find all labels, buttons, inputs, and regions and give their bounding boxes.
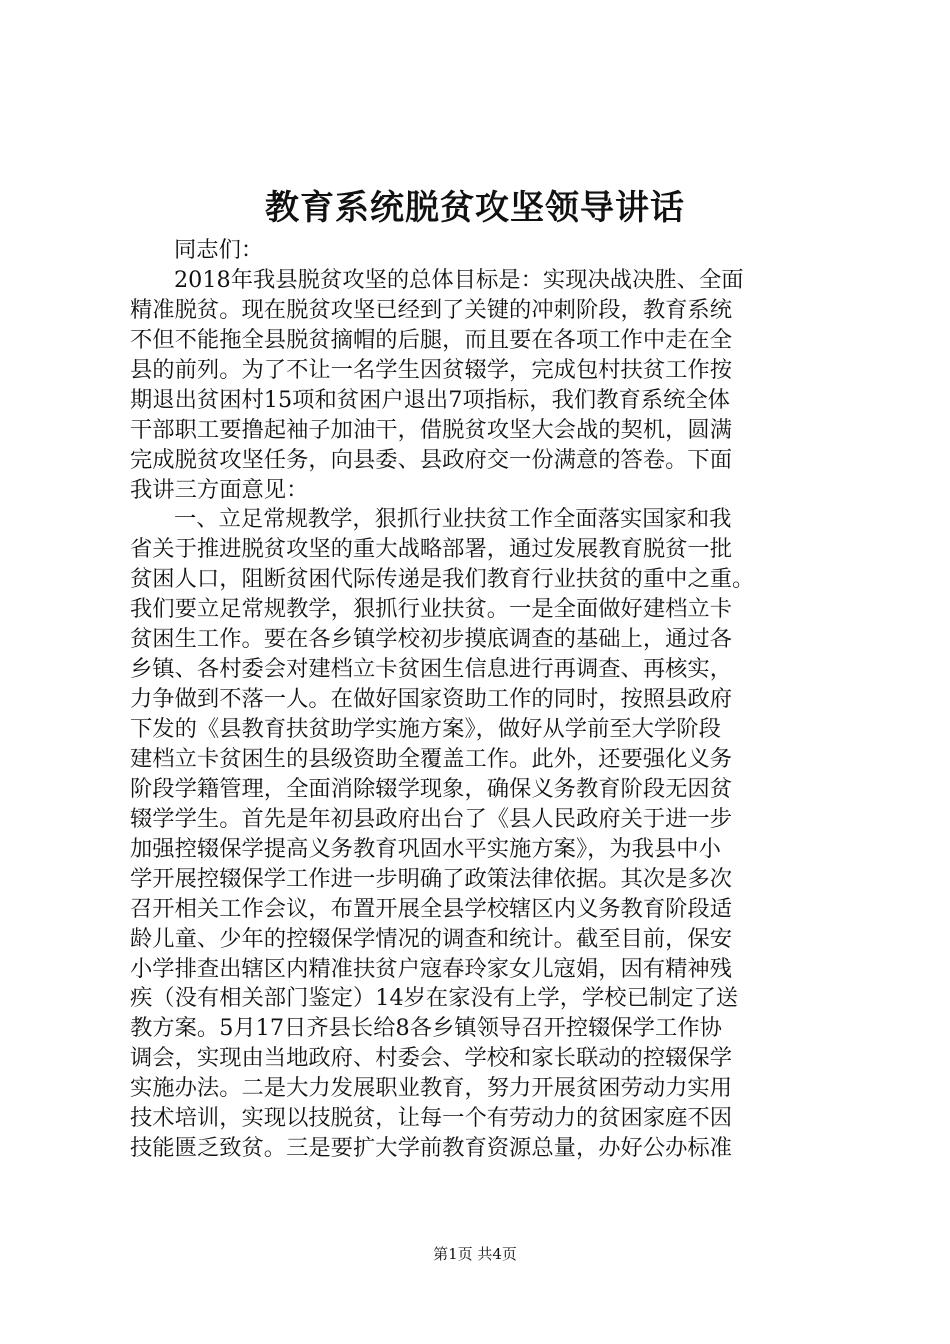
- body-line: 下发的《县教育扶贫助学实施方案》，做好从学前至大学阶段: [130, 716, 721, 742]
- page-footer: 第1页 共4页: [433, 1245, 517, 1263]
- body-line: 教方案。5月17日齐县长给8各乡镇领导召开控辍保学工作协: [130, 1015, 722, 1042]
- document-body: [130, 236, 836, 1164]
- body-line: 调会，实现由当地政府、村委会、学校和家长联动的控辍保学: [130, 1045, 733, 1072]
- body-line: 龄儿童、少年的控辍保学情况的调查和统计。截至目前，保安: [130, 925, 733, 952]
- document-title: 教育系统脱贫攻坚领导讲话: [265, 188, 685, 228]
- body-line: 乡镇、各村委会对建档立卡贫困生信息进行再调查、再核实，: [130, 656, 733, 683]
- body-line: 贫困人口，阻断贫困代际传递是我们教育行业扶贫的重中之重。: [130, 566, 755, 593]
- body-line: 技术培训，实现以技脱贫，让每一个有劳动力的贫困家庭不因: [130, 1105, 733, 1132]
- body-line: 2018年我县脱贫攻坚的总体目标是：实现决战决胜、全面: [174, 266, 744, 293]
- body-line: 期退出贫困村15项和贫困户退出7项指标，我们教育系统全体: [130, 386, 730, 413]
- body-line: 干部职工要撸起袖子加油干，借脱贫攻坚大会战的契机，圆满: [130, 416, 733, 443]
- body-line: 辍学学生。首先是年初县政府出台了《县人民政府关于进一步: [130, 805, 733, 832]
- body-line: 建档立卡贫困生的县级资助全覆盖工作。此外，还要强化义务: [130, 745, 733, 772]
- body-line: 实施办法。二是大力发展职业教育，努力开展贫困劳动力实用: [130, 1075, 733, 1102]
- body-line: 同志们：: [174, 237, 264, 263]
- body-line: 精准脱贫。现在脱贫攻坚已经到了关键的冲刺阶段，教育系统: [130, 296, 733, 323]
- body-line: 技能匮乏致贫。三是要扩大学前教育资源总量，办好公办标准: [130, 1135, 733, 1162]
- body-line: 我讲三方面意见：: [130, 476, 309, 503]
- body-line: 学开展控辍保学工作进一步明确了政策法律依据。其次是多次: [130, 865, 733, 892]
- body-line: 疾（没有相关部门鉴定）14岁在家没有上学，学校已制定了送: [130, 985, 739, 1012]
- body-line: 省关于推进脱贫攻坚的重大战略部署，通过发展教育脱贫一批: [130, 536, 733, 563]
- body-line: 小学排查出辖区内精准扶贫户寇春玲家女儿寇娟，因有精神残: [130, 955, 733, 982]
- body-line: 一、立足常规教学，狠抓行业扶贫工作全面落实国家和我: [174, 506, 732, 533]
- body-line: 不但不能拖全县脱贫摘帽的后腿，而且要在各项工作中走在全: [130, 326, 733, 353]
- body-line: 召开相关工作会议，布置开展全县学校辖区内义务教育阶段适: [130, 895, 733, 922]
- body-line: 加强控辍保学提高义务教育巩固水平实施方案》，为我县中小: [130, 835, 721, 862]
- body-line: 贫困生工作。要在各乡镇学校初步摸底调查的基础上，通过各: [130, 626, 733, 653]
- body-line: 我们要立足常规教学，狠抓行业扶贫。一是全面做好建档立卡: [130, 596, 733, 623]
- body-line: 县的前列。为了不让一名学生因贫辍学，完成包村扶贫工作按: [130, 356, 733, 383]
- body-line: 完成脱贫攻坚任务，向县委、县政府交一份满意的答卷。下面: [130, 446, 733, 473]
- body-line: 力争做到不落一人。在做好国家资助工作的同时，按照县政府: [130, 686, 733, 713]
- body-line: 阶段学籍管理，全面消除辍学现象，确保义务教育阶段无因贫: [130, 775, 733, 802]
